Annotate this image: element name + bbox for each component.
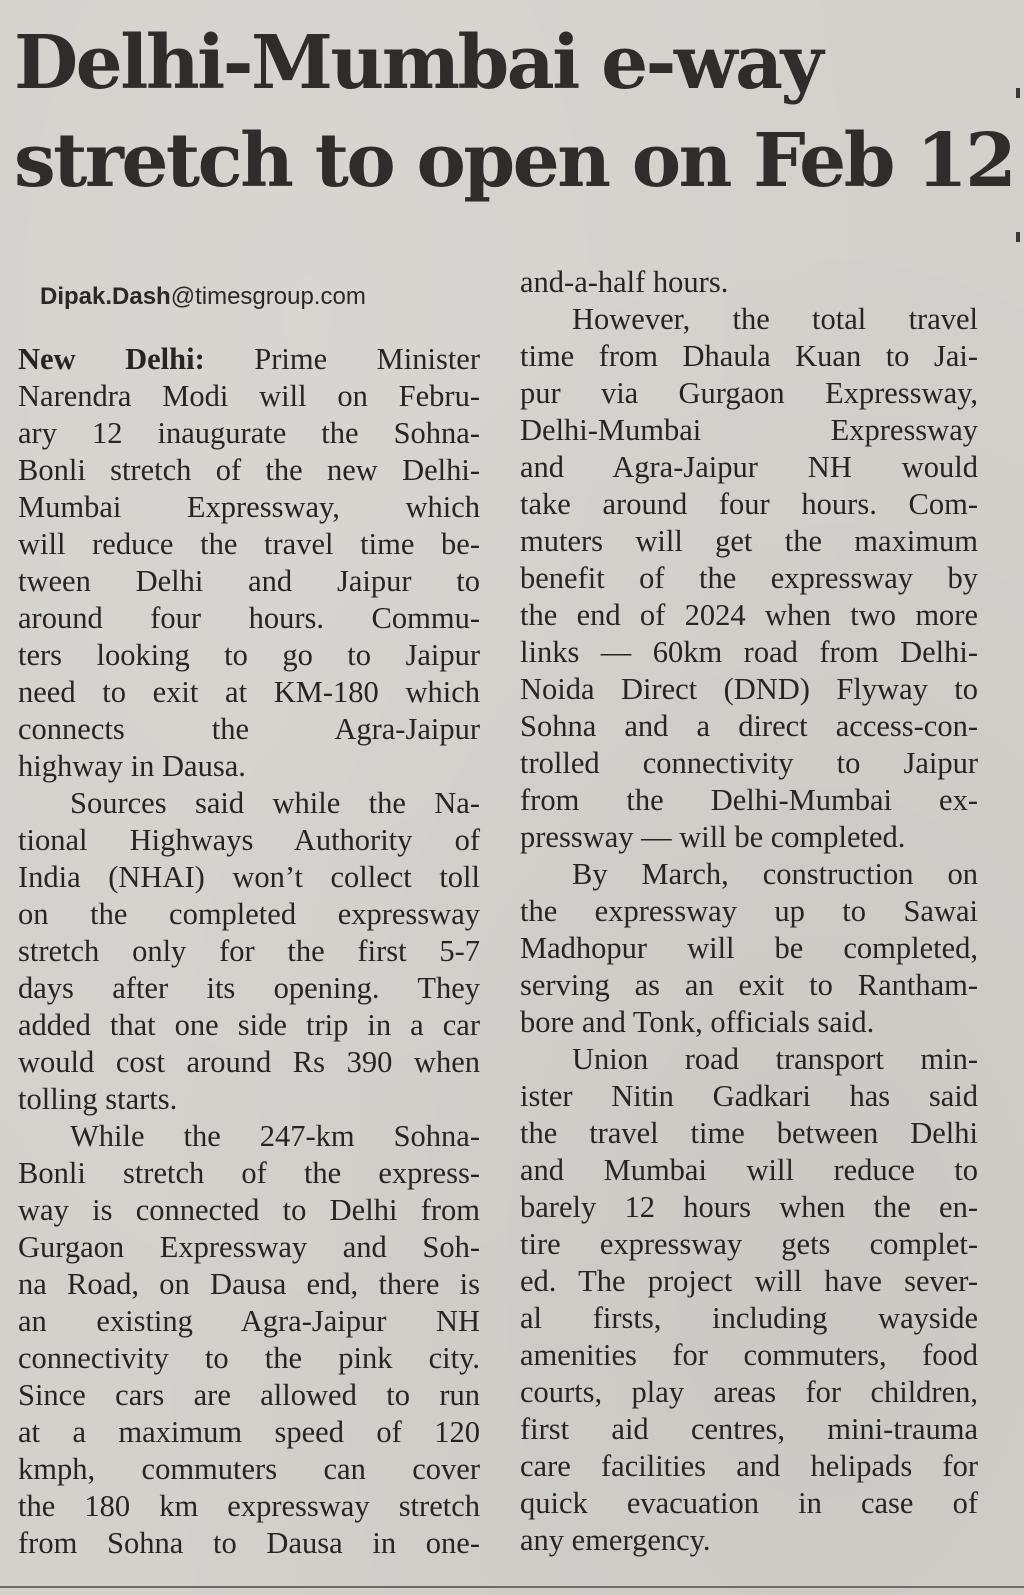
left-column-line: at a maximum speed of 120 <box>18 1415 480 1449</box>
left-column-line: connectivity to the pink city. <box>18 1341 480 1375</box>
right-column-line: the expressway up to Sawai <box>520 894 978 928</box>
right-column-line: take around four hours. Com- <box>520 487 978 521</box>
left-column-line: around four hours. Commu- <box>18 601 480 635</box>
left-column-line: na Road, on Dausa end, there is <box>18 1267 480 1301</box>
left-column-line: Mumbai Expressway, which <box>18 490 480 524</box>
left-column-line: way is connected to Delhi from <box>18 1193 480 1227</box>
right-column-line: time from Dhaula Kuan to Jai- <box>520 339 978 373</box>
right-column-line: and-a-half hours. <box>520 265 729 299</box>
lead-text: Prime Minister <box>254 342 480 376</box>
headline <box>14 14 1015 210</box>
right-column-line: quick evacuation in case of <box>520 1486 978 1520</box>
right-column-line: the end of 2024 when two more <box>520 598 978 632</box>
right-column-line: serving as an exit to Rantham- <box>520 968 978 1002</box>
left-column-line: stretch only for the first 5-7 <box>18 934 480 968</box>
dateline: New Delhi: <box>18 342 255 376</box>
right-column-line: Union road transport min- <box>572 1042 978 1076</box>
left-column-line: India (NHAI) won’t collect toll <box>18 860 480 894</box>
left-column-line: an existing Agra-Jaipur NH <box>18 1304 480 1338</box>
right-column-line: courts, play areas for children, <box>520 1375 978 1409</box>
right-column-line: Madhopur will be completed, <box>520 931 978 965</box>
left-column-line: added that one side trip in a car <box>18 1008 480 1042</box>
headline-line-2: stretch to open on Feb 12 <box>14 118 1015 204</box>
right-column-line: tire expressway gets complet- <box>520 1227 978 1261</box>
left-column-line: Narendra Modi will on Febru- <box>18 379 480 413</box>
right-column-line: ed. The project will have sever- <box>520 1264 978 1298</box>
headline-line-1: Delhi-Mumbai e-way <box>14 20 822 106</box>
right-column-line: pur via Gurgaon Expressway, <box>520 376 978 410</box>
left-column-line: days after its opening. They <box>18 971 480 1005</box>
left-column-line: Gurgaon Expressway and Soh- <box>18 1230 480 1264</box>
right-column-line: muters will get the maximum <box>520 524 978 558</box>
right-column-line: care facilities and helipads for <box>520 1449 978 1483</box>
byline-domain: @timesgroup.com <box>170 283 366 310</box>
edge-mark <box>1016 88 1020 98</box>
right-column-line: al firsts, including wayside <box>520 1301 978 1335</box>
right-column-line: any emergency. <box>520 1523 711 1557</box>
left-column-line: tween Delhi and Jaipur to <box>18 564 480 598</box>
right-column-line: barely 12 hours when the en- <box>520 1190 978 1224</box>
left-column-line: Since cars are allowed to run <box>18 1378 480 1412</box>
left-column-line: the 180 km expressway stretch <box>18 1489 480 1523</box>
right-column-line: bore and Tonk, officials said. <box>520 1005 875 1039</box>
right-column-line: However, the total travel <box>572 302 978 336</box>
left-column-line: tional Highways Authority of <box>18 823 480 857</box>
right-column-line: ister Nitin Gadkari has said <box>520 1079 978 1113</box>
left-column-line: tolling starts. <box>18 1082 178 1116</box>
left-column-line: would cost around Rs 390 when <box>18 1045 480 1079</box>
right-column-line: links — 60km road from Delhi- <box>520 635 978 669</box>
left-column-line: kmph, commuters can cover <box>18 1452 480 1486</box>
byline-name: Dipak.Dash <box>40 283 171 310</box>
bottom-rule <box>0 1586 1024 1588</box>
right-column-line: the travel time between Delhi <box>520 1116 978 1150</box>
right-column-line: Sohna and a direct access-con- <box>520 709 978 743</box>
left-column-line: will reduce the travel time be- <box>18 527 480 561</box>
left-column-line: ary 12 inaugurate the Sohna- <box>18 416 480 450</box>
left-column-line: ters looking to go to Jaipur <box>18 638 480 672</box>
right-column-line: Delhi-Mumbai Expressway <box>520 413 978 447</box>
right-column-line: Noida Direct (DND) Flyway to <box>520 672 978 706</box>
right-column-line: from the Delhi-Mumbai ex- <box>520 783 978 817</box>
left-column-line: need to exit at KM-180 which <box>18 675 480 709</box>
left-column-line: on the completed expressway <box>18 897 480 931</box>
left-column-line: from Sohna to Dausa in one- <box>18 1526 480 1560</box>
right-column-line: and Agra-Jaipur NH would <box>520 450 978 484</box>
right-column-line: By March, construction on <box>572 857 978 891</box>
left-column-line: While the 247-km Sohna- <box>70 1119 480 1153</box>
right-column-line: trolled connectivity to Jaipur <box>520 746 978 780</box>
left-column-line <box>18 341 480 378</box>
right-column-line: benefit of the expressway by <box>520 561 978 595</box>
left-column-line: Bonli stretch of the express- <box>18 1156 480 1190</box>
right-column-line: amenities for commuters, food <box>520 1338 978 1372</box>
left-column-line: Bonli stretch of the new Delhi- <box>18 453 480 487</box>
left-column-line: connects the Agra-Jaipur <box>18 712 480 746</box>
right-column-line: pressway — will be completed. <box>520 820 906 854</box>
right-column-line: first aid centres, mini-trauma <box>520 1412 978 1446</box>
edge-mark <box>1016 232 1020 242</box>
byline <box>40 283 366 311</box>
left-column-line: Sources said while the Na- <box>70 786 480 820</box>
left-column-line: highway in Dausa. <box>18 749 246 783</box>
right-column-line: and Mumbai will reduce to <box>520 1153 978 1187</box>
